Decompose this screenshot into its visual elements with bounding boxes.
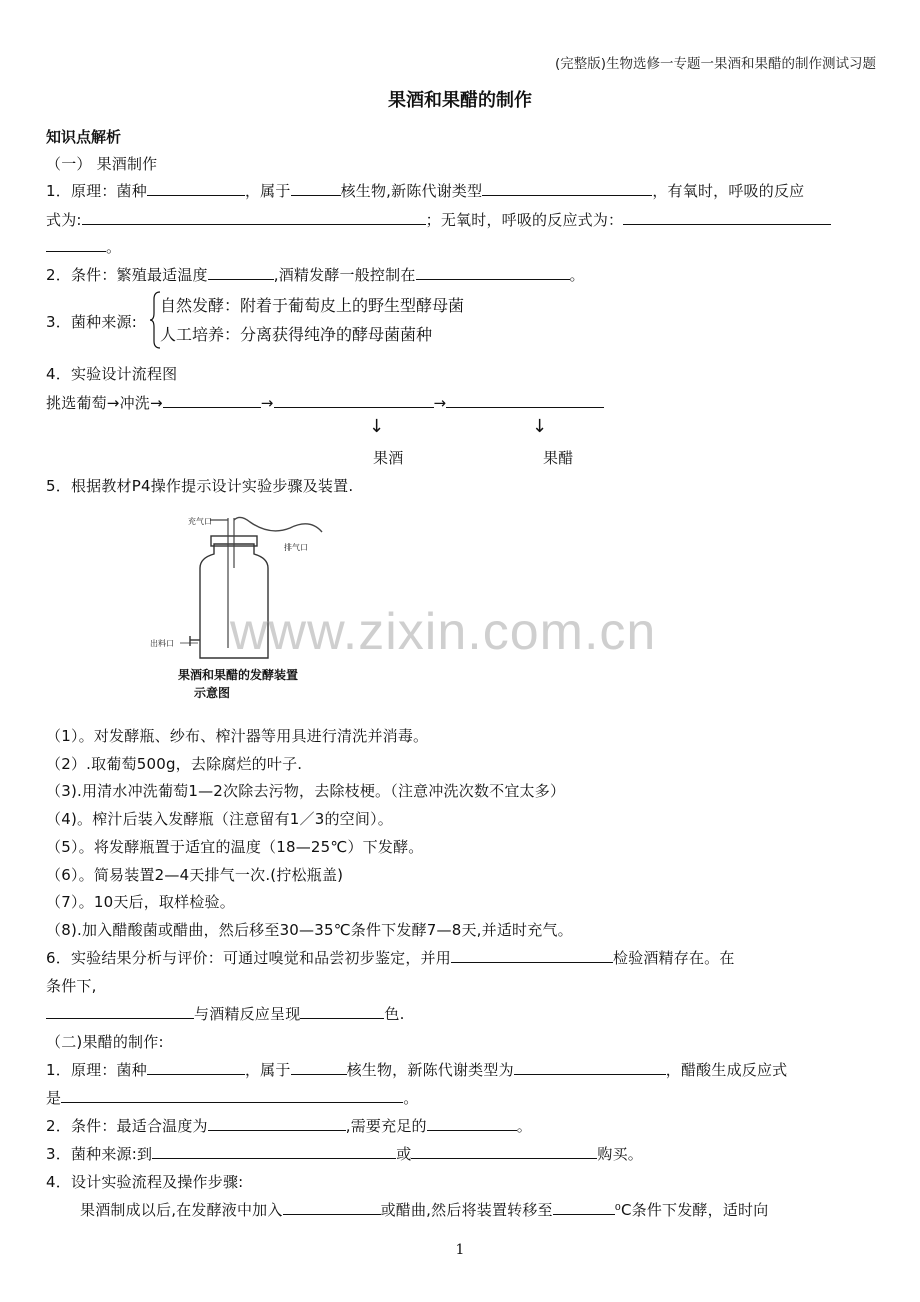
- blank-field[interactable]: [416, 265, 570, 280]
- blank-field[interactable]: [427, 1116, 517, 1131]
- watermark: www.zixin.com.cn: [230, 603, 657, 661]
- step-1: （1）。对发酵瓶、纱布、榨汁器等用具进行清洗并消毒。: [46, 727, 429, 745]
- blank-field[interactable]: [291, 181, 341, 196]
- blank-field[interactable]: [300, 1004, 384, 1019]
- flow-wine-label: 果酒: [373, 449, 404, 467]
- q4-flow-heading: 4．实验设计流程图: [46, 365, 178, 383]
- flow-down-arrow-wine: ↓: [369, 416, 385, 437]
- blank-field[interactable]: [291, 1060, 347, 1075]
- section-heading: 知识点解析: [46, 128, 122, 146]
- step-4: （4)。榨汁后装入发酵瓶（注意留有1／3的空间）。: [46, 810, 393, 828]
- flow-down-arrow-vinegar: ↓: [532, 416, 548, 437]
- flow-vinegar-label: 果醋: [543, 449, 574, 467]
- page-number: 1: [455, 1242, 465, 1258]
- step-2: （2）.取葡萄500g，去除腐烂的叶子.: [46, 755, 303, 773]
- step-8: （8).加入醋酸菌或醋曲，然后移至30—35℃条件下发酵7—8天,并适时充气。: [46, 921, 573, 939]
- q2-conditions: 2．条件：繁殖最适温度 ,酒精发酵一般控制在 。: [46, 266, 585, 284]
- blank-field[interactable]: [482, 181, 652, 196]
- blank-field[interactable]: [147, 1060, 245, 1075]
- blank-field[interactable]: [152, 1144, 396, 1159]
- source-artificial: 人工培养：分离获得纯净的酵母菌菌种: [160, 325, 433, 344]
- blank-field[interactable]: [274, 393, 434, 408]
- label-sample-port: 出料口: [150, 639, 174, 648]
- blank-field[interactable]: [163, 393, 261, 408]
- p2-source: 3．菌种来源:到 或 购买。: [46, 1145, 644, 1163]
- p2-principle-line2: 是 。: [46, 1089, 419, 1107]
- blank-field[interactable]: [451, 948, 613, 963]
- figure-caption-line2: 示意图: [194, 686, 231, 700]
- blank-field[interactable]: [208, 265, 274, 280]
- page-header: (完整版)生物选修一专题一果酒和果醋的制作测试习题: [554, 56, 876, 72]
- step-5: （5）。将发酵瓶置于适宜的温度（18—25℃）下发酵。: [46, 838, 424, 856]
- q6-line3: 与酒精反应呈现 色.: [46, 1003, 405, 1024]
- q6-line1: 6．实验结果分析与评价：可通过嗅觉和品尝初步鉴定，并用 检验酒精存在。在: [46, 949, 735, 967]
- blank-field[interactable]: [61, 1088, 403, 1103]
- q1-principle-line2: 式为: ；无氧时，呼吸的反应式为：: [46, 209, 831, 230]
- label-inlet: 充气口: [188, 517, 212, 526]
- blank-field[interactable]: [147, 181, 245, 196]
- q1-principle-line1: 1．原理：菌种 ，属于 核生物,新陈代谢类型 ，有氧时，呼吸的反应: [46, 182, 805, 200]
- q3-source-label: 3．菌种来源:: [46, 313, 137, 331]
- document-title: 果酒和果醋的制作: [388, 90, 532, 111]
- blank-field[interactable]: [411, 1144, 597, 1159]
- blank-field[interactable]: [623, 210, 831, 225]
- label-outlet: 排气口: [284, 543, 308, 552]
- blank-field[interactable]: [46, 1004, 194, 1019]
- q5-heading: 5．根据教材P4操作提示设计实验步骤及装置.: [46, 477, 354, 495]
- blank-field[interactable]: [208, 1116, 346, 1131]
- blank-field[interactable]: [446, 393, 604, 408]
- blank-field[interactable]: [82, 210, 426, 225]
- source-natural: 自然发酵：附着于葡萄皮上的野生型酵母菌: [160, 296, 465, 315]
- part1-heading: （一） 果酒制作: [46, 155, 158, 173]
- blank-field[interactable]: [46, 237, 106, 252]
- step-3: （3).用清水冲洗葡萄1—2次除去污物，去除枝梗。（注意冲洗次数不宜太多）: [46, 782, 566, 800]
- figure-caption-line1: 果酒和果醋的发酵装置: [178, 668, 299, 682]
- part2-heading: （二)果醋的制作:: [46, 1033, 164, 1051]
- blank-field[interactable]: [283, 1200, 381, 1215]
- blank-field[interactable]: [514, 1060, 666, 1075]
- q6-line2: 条件下,: [46, 977, 97, 995]
- p2-conditions: 2．条件：最适合温度为 ,需要充足的 。: [46, 1117, 532, 1135]
- p2-procedure: 果酒制成以后,在发酵液中加入 或醋曲,然后将装置转移至 ⁰C条件下发酵，适时向: [80, 1201, 769, 1219]
- p2-design-heading: 4．设计实验流程及操作步骤:: [46, 1173, 244, 1191]
- step-7: （7）。10天后，取样检验。: [46, 893, 235, 911]
- p2-principle-line1: 1．原理：菌种 ，属于 核生物，新陈代谢类型为 ，醋酸生成反应式: [46, 1061, 788, 1079]
- step-6: （6）。简易装置2—4天排气一次.(拧松瓶盖): [46, 866, 344, 884]
- flow-chart-row: 挑选葡萄→冲洗→ → →: [46, 392, 604, 413]
- q1-principle-line3: 。: [46, 236, 121, 257]
- blank-field[interactable]: [553, 1200, 615, 1215]
